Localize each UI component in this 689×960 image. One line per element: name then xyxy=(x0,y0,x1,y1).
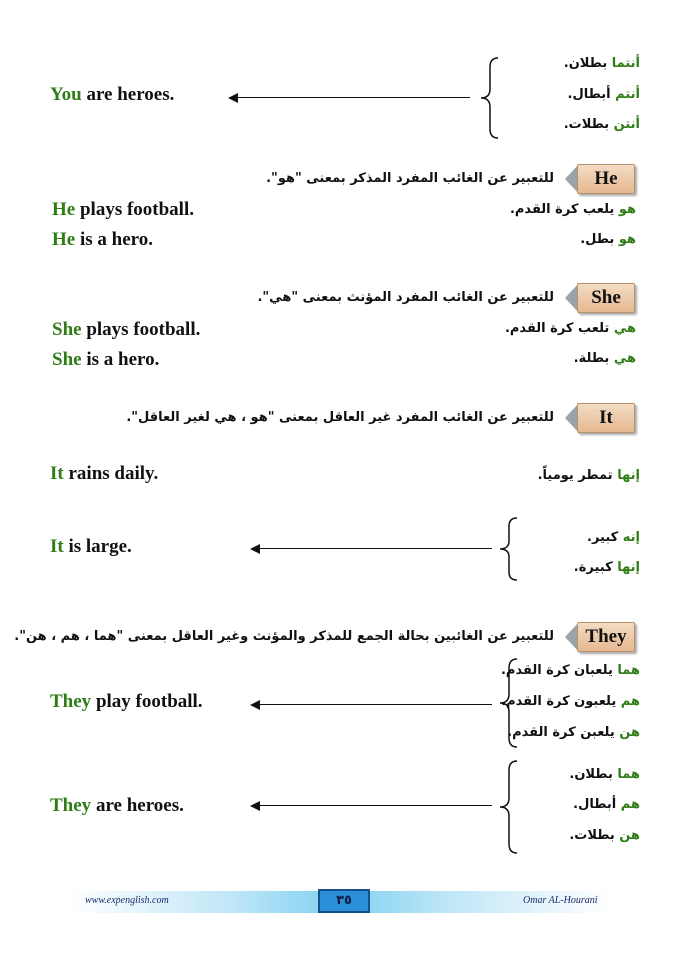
arabic-sentence: إنها تمطر يومياً. xyxy=(537,468,640,483)
footer-author: Omar AL-Hourani xyxy=(523,895,598,906)
english-sentence: She is a hero. xyxy=(52,349,160,370)
description-it: للتعبير عن الغائب المفرد غير العاقل بمعنى "هو ، هي لغير العاقل". xyxy=(126,410,554,425)
arabic-line: هم يلعبون كرة القدم. xyxy=(501,694,640,709)
arabic-line: هما يلعبان كرة القدم. xyxy=(500,663,640,678)
footer-site-link[interactable]: www.expenglish.com xyxy=(85,895,169,906)
arrow-head xyxy=(250,801,260,811)
arabic-sentence: هي تلعب كرة القدم. xyxy=(504,321,636,336)
arrow-head xyxy=(228,93,238,103)
english-sentence-they-play: They play football. xyxy=(50,691,203,712)
brace-icon xyxy=(497,760,521,854)
arrow-head xyxy=(250,700,260,710)
english-sentence-it-large: It is large. xyxy=(50,536,132,557)
description-she: للتعبير عن الغائب المفرد المؤنث بمعنى "هي". xyxy=(257,290,554,305)
arrow-line xyxy=(236,97,470,98)
arabic-line: أنتن بطلات. xyxy=(563,117,640,132)
arabic-line: هم أبطال. xyxy=(573,797,640,812)
page-number: ٣٥ xyxy=(318,889,370,913)
arrow-head xyxy=(250,544,260,554)
arrow-line xyxy=(258,704,492,705)
english-sentence: It rains daily. xyxy=(50,463,159,484)
english-sentence: He is a hero. xyxy=(52,229,153,250)
arabic-sentence: هي بطلة. xyxy=(573,351,636,366)
arabic-sentence: هو بطل. xyxy=(580,232,636,247)
arabic-line: هن يلعبن كرة القدم. xyxy=(507,725,640,740)
arabic-line: أنتم أبطال. xyxy=(567,87,640,102)
arabic-line: هن بطلات. xyxy=(569,828,640,843)
arabic-line: هما بطلان. xyxy=(569,767,640,782)
pronoun-tag-he: He xyxy=(565,164,635,194)
english-sentence: He plays football. xyxy=(52,199,194,220)
english-sentence: She plays football. xyxy=(52,319,201,340)
english-sentence-you-heroes: You are heroes. xyxy=(50,84,175,105)
pronoun-tag-they: They xyxy=(565,622,635,652)
pronoun-tag-it: It xyxy=(565,403,635,433)
arabic-line: إنه كبير. xyxy=(587,530,640,545)
arrow-line xyxy=(258,548,492,549)
arabic-sentence: هو يلعب كرة القدم. xyxy=(509,202,636,217)
arabic-line: إنها كبيرة. xyxy=(573,560,640,575)
brace-icon xyxy=(478,57,502,139)
brace-icon xyxy=(497,517,521,581)
pronoun-tag-she: She xyxy=(565,283,635,313)
arabic-line: أنتما بطلان. xyxy=(563,56,640,71)
description-they: للتعبير عن الغائبين بحالة الجمع للمذكر والمؤنث وغير العاقل بمعنى "هما ، هم ، هن". xyxy=(14,629,554,644)
english-sentence-they-heroes: They are heroes. xyxy=(50,795,184,816)
description-he: للتعبير عن الغائب المفرد المذكر بمعنى "هو". xyxy=(266,171,554,186)
arrow-line xyxy=(258,805,492,806)
